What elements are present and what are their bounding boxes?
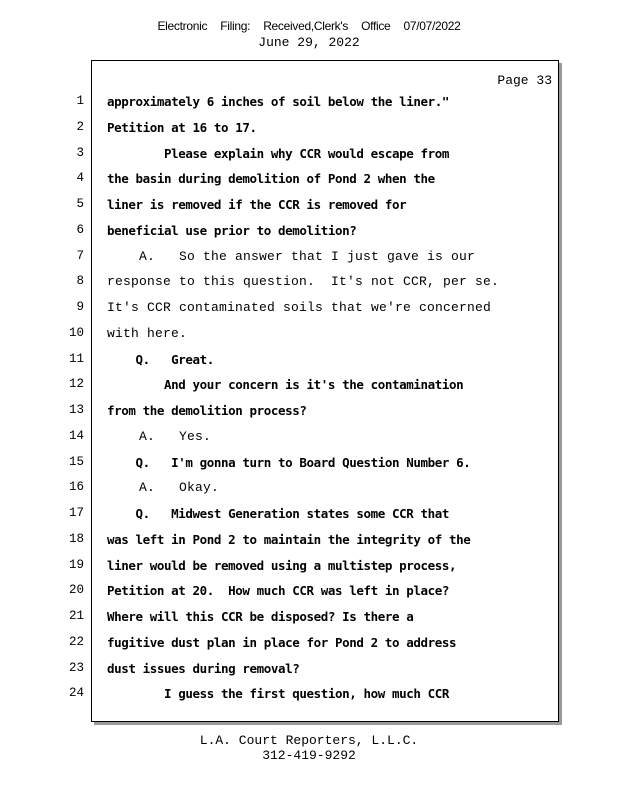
line-text: dust issues during removal? [107, 660, 300, 676]
filing-stamp [0, 19, 618, 33]
filing-office: Office [361, 19, 391, 33]
line-number: 15 [68, 454, 84, 469]
transcript-date: June 29, 2022 [258, 35, 360, 50]
line-text: approximately 6 inches of soil below the liner." [107, 94, 450, 109]
line-text: from the demolition process? [107, 403, 307, 418]
line-text: Petition at 16 to 17. [107, 119, 257, 135]
line-number: 6 [76, 222, 84, 237]
filing-received: Received,Clerk's [263, 19, 349, 33]
line-text: with here. [107, 325, 188, 341]
line-text: A. Okay. [107, 480, 220, 496]
line-text: Q. Great. [107, 351, 214, 367]
line-text: fugitive dust plan in place for Pond 2 to address [107, 634, 457, 650]
line-text: Where will this CCR be disposed? Is there a [107, 609, 414, 624]
filing-label: Filing: [220, 19, 251, 33]
line-text: It's CCR contaminated soils that we're concerned [107, 300, 492, 315]
line-number: 1 [76, 94, 84, 108]
line-text: Q. Midwest Generation states some CCR that [107, 506, 450, 521]
line-number: 20 [68, 583, 84, 598]
line-text: liner would be removed using a multistep process, [107, 557, 457, 573]
line-text: I guess the first question, how much CCR [107, 686, 450, 702]
line-number: 18 [68, 531, 84, 546]
line-number: 24 [68, 686, 84, 701]
line-number: 3 [76, 145, 84, 160]
page-number: Page 33 [497, 73, 552, 88]
line-text: A. So the answer that I just gave is our [107, 248, 476, 264]
line-text: was left in Pond 2 to maintain the integrity of the [107, 531, 471, 547]
line-number: 13 [68, 403, 84, 417]
line-number: 12 [68, 377, 84, 392]
line-number: 11 [68, 351, 84, 366]
line-text: Please explain why CCR would escape from [107, 145, 450, 161]
line-text: Petition at 20. How much CCR was left in place? [107, 583, 450, 599]
line-text: the basin during demolition of Pond 2 when the [107, 171, 435, 187]
line-number: 8 [76, 274, 84, 289]
line-number: 2 [76, 119, 84, 134]
line-text: beneficial use prior to demolition? [107, 222, 357, 238]
line-number: 9 [76, 300, 84, 314]
line-number: 4 [76, 171, 84, 186]
line-text: And your concern is it's the contamination [107, 377, 464, 393]
line-number: 19 [68, 557, 84, 572]
line-number: 7 [76, 248, 84, 263]
reporter-phone: 312-419-9292 [262, 748, 356, 763]
line-text: liner is removed if the CCR is removed for [107, 197, 407, 212]
filing-electronic: Electronic [157, 19, 208, 33]
line-number: 22 [68, 634, 84, 649]
line-number: 16 [68, 480, 84, 495]
line-number: 21 [68, 609, 84, 623]
line-text: A. Yes. [107, 428, 212, 444]
line-number: 17 [68, 506, 84, 520]
filing-date: 07/07/2022 [403, 19, 461, 33]
line-text: Q. I'm gonna turn to Board Question Number 6. [107, 454, 471, 470]
line-number: 10 [68, 325, 84, 340]
line-number: 14 [68, 428, 84, 443]
line-number: 5 [76, 197, 84, 211]
line-number: 23 [68, 660, 84, 675]
line-text: response to this question. It's not CCR, per se. [107, 274, 500, 290]
reporter-firm: L.A. Court Reporters, L.L.C. [199, 733, 419, 748]
